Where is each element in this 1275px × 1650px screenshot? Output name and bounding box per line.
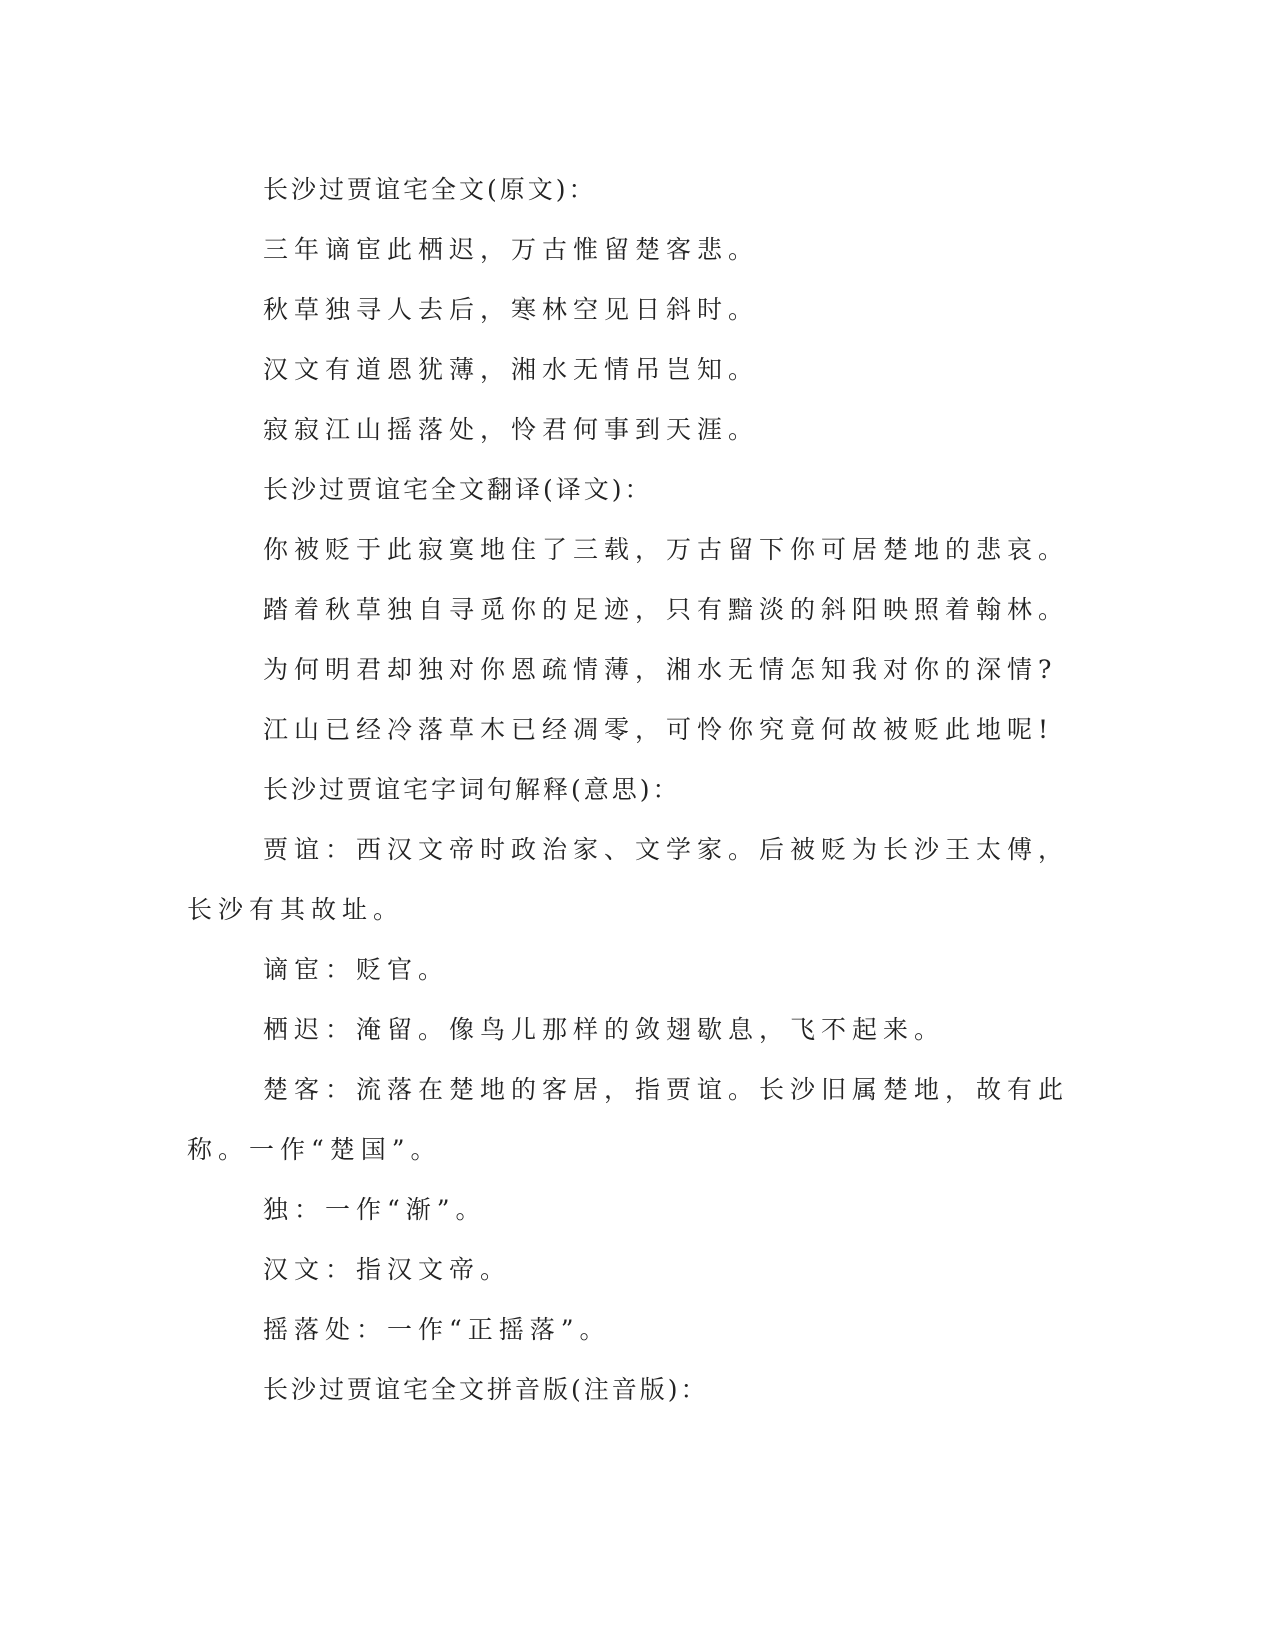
- poem-line-2: 秋草独寻人去后，寒林空见日斜时。: [263, 295, 760, 324]
- section-heading-translation: 长沙过贾谊宅全文翻译(译文)：: [263, 475, 653, 504]
- glossary-entry-hanwen: 汉文：指汉文帝。: [263, 1255, 512, 1284]
- poem-line-4: 寂寂江山摇落处，怜君何事到天涯。: [263, 415, 760, 444]
- section-heading-original: 长沙过贾谊宅全文(原文)：: [263, 175, 597, 204]
- glossary-entry-jiayi: 贾谊：西汉文帝时政治家、文学家。后被贬为长沙王太傅，长沙有其故址。: [187, 835, 1070, 924]
- translation-line-3: 为何明君却独对你恩疏情薄，湘水无情怎知我对你的深情?: [263, 655, 1058, 684]
- glossary-entry-yaoluochu: 摇落处：一作“正摇落”。: [263, 1315, 611, 1344]
- document-body: [187, 160, 1087, 1420]
- translation-line-1: 你被贬于此寂寞地住了三载，万古留下你可居楚地的悲哀。: [263, 535, 1070, 564]
- glossary-entry-zhehuan: 谪宦：贬官。: [263, 955, 450, 984]
- translation-line-4: 江山已经冷落草木已经凋零，可怜你究竟何故被贬此地呢!: [263, 715, 1055, 744]
- poem-line-3: 汉文有道恩犹薄，湘水无情吊岂知。: [263, 355, 760, 384]
- section-heading-glossary: 长沙过贾谊宅字词句解释(意思)：: [263, 775, 681, 804]
- glossary-entry-du: 独：一作“渐”。: [263, 1195, 487, 1224]
- glossary-entry-qichi: 栖迟：淹留。像鸟儿那样的敛翅歇息，飞不起来。: [263, 1015, 946, 1044]
- section-heading-pinyin: 长沙过贾谊宅全文拼音版(注音版)：: [263, 1375, 709, 1404]
- glossary-entry-chuke: 楚客：流落在楚地的客居，指贾谊。长沙旧属楚地，故有此称。一作“楚国”。: [187, 1075, 1070, 1164]
- poem-line-1: 三年谪宦此栖迟，万古惟留楚客悲。: [263, 235, 760, 264]
- translation-line-2: 踏着秋草独自寻觅你的足迹，只有黯淡的斜阳映照着翰林。: [263, 595, 1070, 624]
